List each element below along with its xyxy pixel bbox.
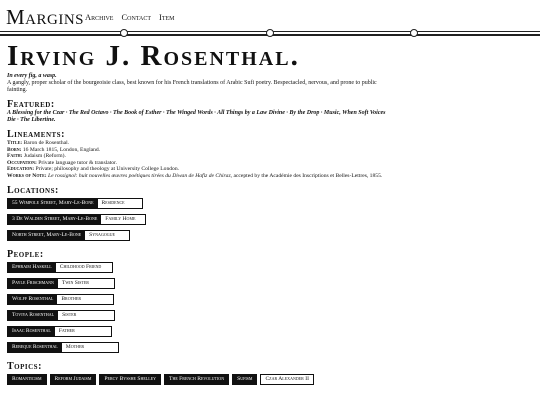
topic-tag[interactable]: The French Revolution — [164, 374, 229, 385]
nav-contact-link[interactable]: Contact — [121, 12, 152, 22]
summary-text: A gangly, proper scholar of the bourgeoisie class, best known for his French translations of Arabic Sufi poetry. Bespectacled, nervous, and prone to public fainting. — [7, 80, 377, 93]
site-header — [0, 0, 540, 38]
person-tag[interactable]: Wolff Rosenthal Brother — [7, 294, 114, 305]
fact-faith: Faith: Judaism (Reform). — [7, 153, 66, 160]
person-tag[interactable]: Isaac Rosenthal Father — [7, 326, 112, 337]
topics-heading: Topics: — [7, 360, 42, 372]
people-heading: People: — [7, 248, 44, 260]
locations-list — [7, 196, 532, 244]
site-logo[interactable]: Margins — [6, 5, 85, 29]
lineaments-heading: Lineaments: — [7, 129, 65, 140]
topic-tag[interactable]: Romanticism — [7, 374, 47, 385]
page-title: Irving J. Rosenthal. — [7, 40, 300, 72]
topics-list — [7, 374, 532, 385]
location-tag[interactable]: 3 De Walden Street, Mary-Le-Bone Family Home — [7, 214, 146, 225]
location-tag[interactable]: 55 Wimpole Street, Mary-Le-Bone Residence — [7, 198, 143, 209]
fact-works: Works of Note: Le rossignol: huit nouvelles œuvres poétiques tirées du Diwan de Hafiz de Chiraz, accepted by the Académie des Inscriptions et Belles-Lettres, 1855. — [7, 172, 383, 179]
location-tag[interactable]: North Street, Mary-Le-Bone Synagogue — [7, 230, 130, 241]
main-content — [7, 40, 532, 385]
fact-born: Born: 16 March 1815, London, England. — [7, 146, 101, 153]
fact-education: Education: Private; philosophy and theology at University College London. — [7, 166, 180, 173]
nav-item-link[interactable]: Item — [159, 12, 175, 22]
main-nav — [85, 12, 175, 22]
tagline: In every fig, a wasp. — [7, 73, 57, 79]
topic-tag[interactable]: Reform Judaism — [50, 374, 97, 385]
featured-list[interactable]: A Blessing for the Czar · The Red Octavo · The Book of Esther · The Winged Words · All Things by a Law Divine · By the Drop · Music, When Soft Voices Die · The Libertine. — [7, 110, 386, 123]
locations-heading: Locations: — [7, 184, 59, 196]
nav-archive-link[interactable]: Archive — [85, 12, 114, 22]
person-tag[interactable]: Ephraim Haskell Childhood Friend — [7, 262, 113, 273]
ornamental-rule — [0, 29, 540, 38]
topic-tag[interactable]: Percy Bysshe Shelley — [99, 374, 161, 385]
fact-occupation: Occupation: Private language tutor & translator. — [7, 159, 117, 166]
people-list — [7, 260, 532, 356]
fact-title: Title: Baron de Rosenthal. — [7, 140, 70, 146]
topic-tag[interactable]: Sufism — [232, 374, 257, 385]
person-tag[interactable]: Rebeque Rosenthal Mother — [7, 342, 119, 353]
person-tag[interactable]: Toviya Rosenthal Sister — [7, 310, 115, 321]
person-tag[interactable]: Payle Frischmann Twin Sister — [7, 278, 115, 289]
featured-heading: Featured: — [7, 99, 55, 110]
topic-tag[interactable]: Czar Alexander II — [260, 374, 314, 385]
lineaments-facts — [7, 140, 392, 180]
